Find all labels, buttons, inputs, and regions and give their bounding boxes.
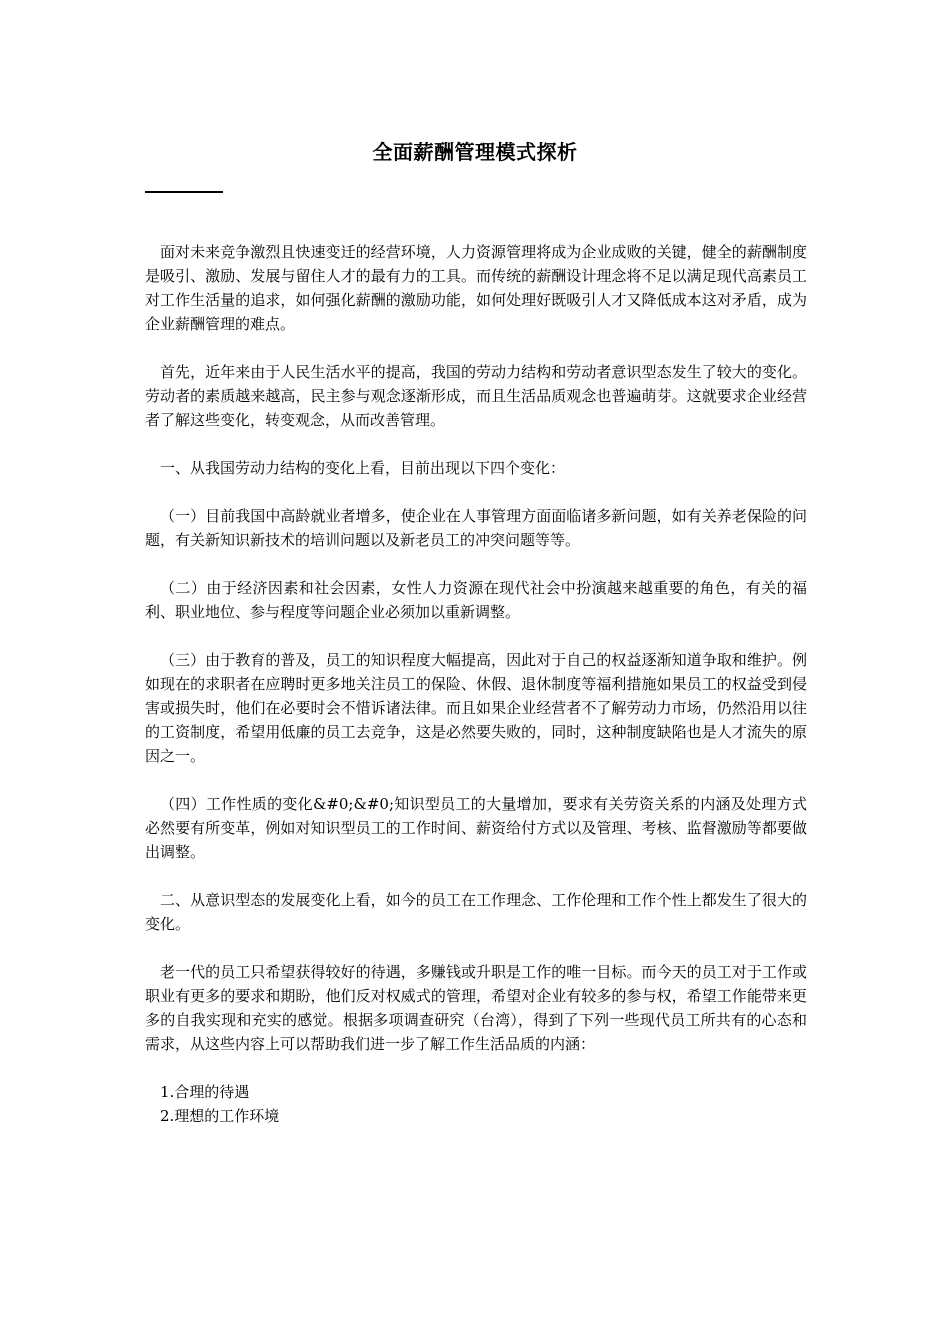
title-underline-rule: [145, 191, 223, 193]
paragraph-first: 首先，近年来由于人民生活水平的提高，我国的劳动力结构和劳动者意识型态发生了较大的变化。劳动者的素质越来越高，民主参与观念逐渐形成，而且生活品质观念也普遍萌芽。这就要求企业经营者了解这些变化，转变观念，从而改善管理。: [145, 363, 807, 429]
needs-list: [145, 1080, 807, 1128]
paragraph-item-3: （三）由于教育的普及，员工的知识程度大幅提高，因此对于自己的权益逐渐知道争取和维护。例如现在的求职者在应聘时更多地关注员工的保险、休假、退休制度等福利措施如果员工的权益受到侵害或损失时，他们在必要时会不惜诉诸法律。而且如果企业经营者不了解劳动力市场，仍然沿用以往的工资制度，希望用低廉的员工去竞争，这是必然要失败的，同时，这种制度缺陷也是人才流失的原因之一。: [145, 651, 807, 765]
list-item: 1.合理的待遇: [160, 1083, 250, 1101]
paragraph-item-2: （二）由于经济因素和社会因素，女性人力资源在现代社会中扮演越来越重要的角色，有关的福利、职业地位、参与程度等问题企业必须加以重新调整。: [145, 579, 807, 621]
paragraph-item-4: （四）工作性质的变化&#0;&#0;知识型员工的大量增加，要求有关劳资关系的内涵及处理方式必然要有所变革，例如对知识型员工的工作时间、薪资给付方式以及管理、考核、监督激励等都要做出调整。: [145, 795, 807, 861]
paragraph-intro: 面对未来竞争激烈且快速变迁的经营环境，人力资源管理将成为企业成败的关键，健全的薪酬制度是吸引、激励、发展与留住人才的最有力的工具。而传统的薪酬设计理念将不足以满足现代高素员工对工作生活量的追求，如何强化薪酬的激励功能，如何处理好既吸引人才又降低成本这对矛盾，成为企业薪酬管理的难点。: [145, 243, 807, 333]
paragraph-generations: 老一代的员工只希望获得较好的待遇，多赚钱或升职是工作的唯一目标。而今天的员工对于工作或职业有更多的要求和期盼，他们反对权威式的管理，希望对企业有较多的参与权，希望工作能带来更多的自我实现和充实的感觉。根据多项调查研究（台湾），得到了下列一些现代员工所共有的心态和需求，从这些内容上可以帮助我们进一步了解工作生活品质的内涵：: [145, 963, 807, 1053]
document-body: [145, 240, 807, 1128]
paragraph-item-1: （一）目前我国中高龄就业者增多，使企业在人事管理方面面临诸多新问题，如有关养老保险的问题，有关新知识新技术的培训问题以及新老员工的冲突问题等等。: [145, 507, 807, 549]
list-item: 2.理想的工作环境: [160, 1107, 280, 1125]
section-heading-2: 二、从意识型态的发展变化上看，如今的员工在工作理念、工作伦理和工作个性上都发生了很大的变化。: [145, 891, 807, 933]
section-heading-1: 一、从我国劳动力结构的变化上看，目前出现以下四个变化：: [160, 459, 566, 477]
document-title: 全面薪酬管理模式探析: [372, 140, 578, 164]
